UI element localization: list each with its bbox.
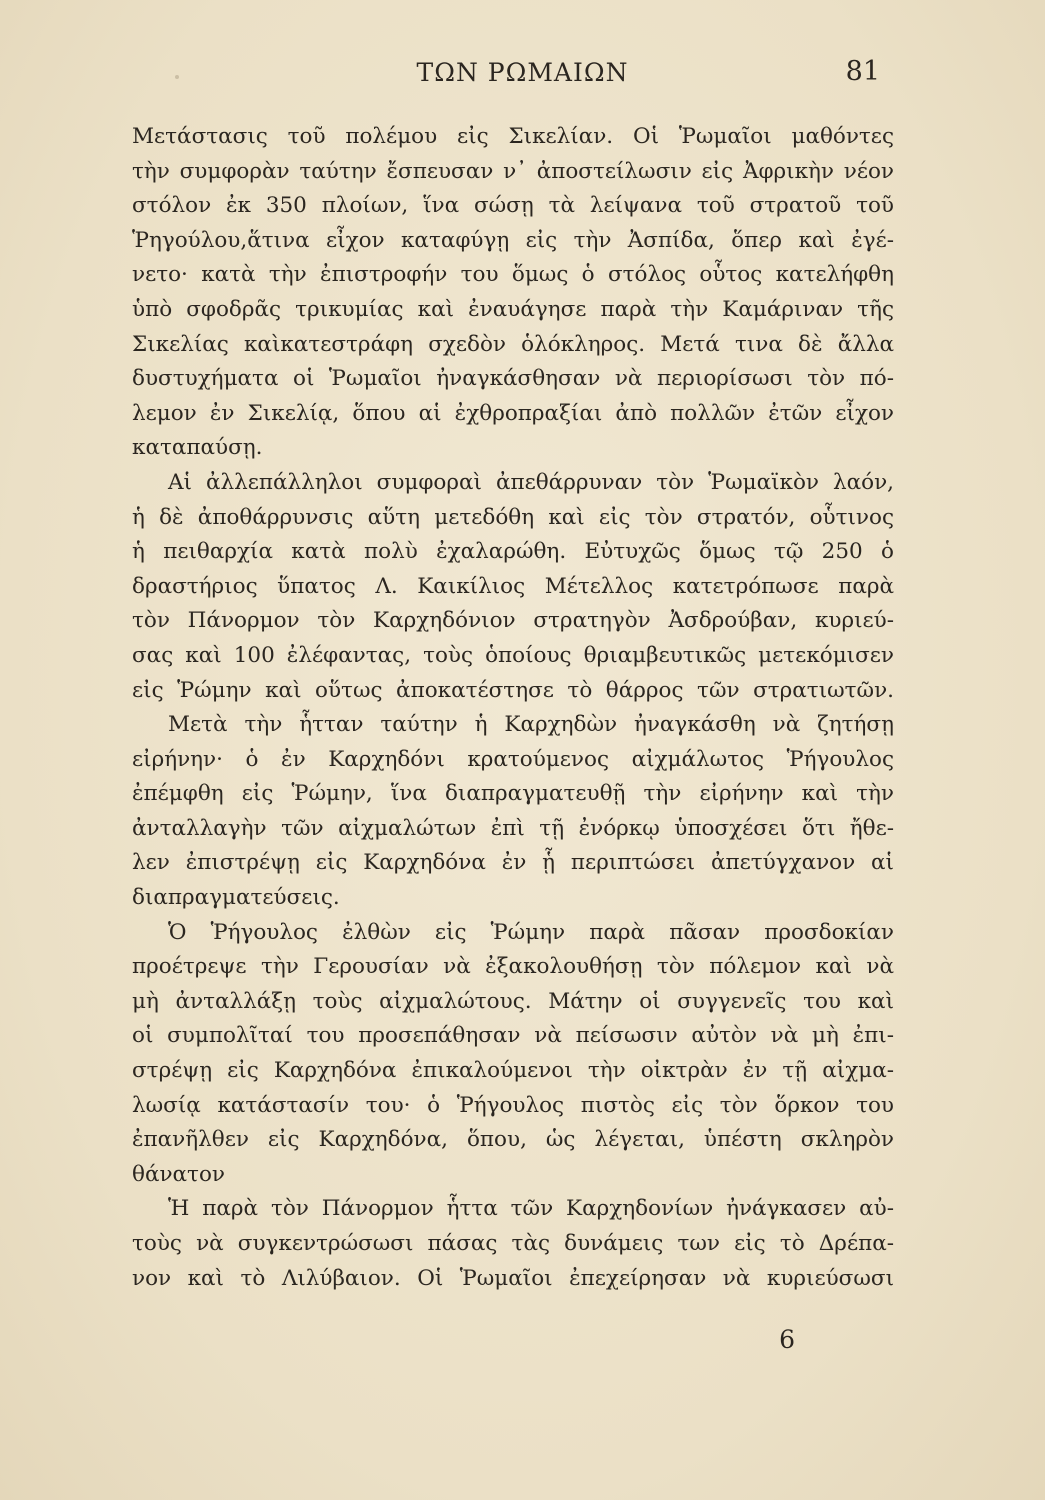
signature-mark: 6: [779, 1325, 795, 1354]
text-line: στόλον ἐκ 350 πλοίων, ἵνα σώσῃ τὰ λείψανα τοῦ στρατοῦ τοῦ: [132, 193, 894, 219]
text-line: ἡ πειθαρχία κατὰ πολὺ ἐχαλαρώθη. Εὐτυχῶς ὅμως τῷ 250 ὁ: [132, 539, 894, 565]
text-line: οἱ συμπολῖταί του προσεπάθησαν νὰ πείσωσιν αὐτὸν νὰ μὴ ἐπι-: [132, 1023, 894, 1049]
text-line: θάνατον: [132, 1161, 225, 1187]
text-line: Αἱ ἀλλεπάλληλοι συμφοραὶ ἀπεθάρρυναν τὸν Ῥωμαϊκὸν λαόν,: [168, 469, 894, 495]
text-line: ἡ δὲ ἀποθάρρυνσις αὕτη μετεδόθη καὶ εἰς τὸν στρατόν, οὗτινος: [132, 504, 894, 530]
text-line: νετο· κατὰ τὴν ἐπιστροφήν του ὅμως ὁ στόλος οὗτος κατελήφθη: [132, 262, 894, 288]
text-line: εἰς Ῥώμην καὶ οὕτως ἀποκατέστησε τὸ θάρρος τῶν στρατιωτῶν.: [132, 677, 894, 703]
text-line: Μετὰ τὴν ἧτταν ταύτην ἡ Καρχηδὼν ἠναγκάσθη νὰ ζητήσῃ: [168, 712, 894, 738]
text-line: Ῥηγούλου,ἅτινα εἶχον καταφύγῃ εἰς τὴν Ἀσπίδα, ὅπερ καὶ ἐγέ-: [132, 227, 894, 253]
text-line: καταπαύσῃ.: [132, 435, 263, 461]
text-line: Σικελίας καὶκατεστράφη σχεδὸν ὁλόκληρος. Μετά τινα δὲ ἄλλα: [132, 331, 894, 357]
text-line: στρέψῃ εἰς Καρχηδόνα ἐπικαλούμενοι τὴν οἰκτρὰν ἐν τῇ αἰχμα-: [132, 1058, 894, 1084]
page-number: 81: [845, 56, 880, 87]
text-line: τὸν Πάνορμον τὸν Καρχηδόνιον στρατηγὸν Ἀσδρούβαν, κυριεύ-: [132, 608, 894, 634]
text-line: ὑπὸ σφοδρᾶς τρικυμίας καὶ ἐναυάγησε παρὰ τὴν Καμάριναν τῆς: [132, 296, 894, 322]
text-line: διαπραγματεύσεις.: [132, 885, 340, 911]
text-line: εἰρήνην· ὁ ἐν Καρχηδόνι κρατούμενος αἰχμάλωτος Ῥήγουλος: [132, 746, 894, 772]
text-line: μὴ ἀνταλλάξῃ τοὺς αἰχμαλώτους. Μάτην οἱ συγγενεῖς του καὶ: [132, 988, 894, 1014]
text-line: Μετάστασις τοῦ πολέμου εἰς Σικελίαν. Οἱ Ῥωμαῖοι μαθόντες: [132, 124, 894, 149]
text-line: προέτρεψε τὴν Γερουσίαν νὰ ἐξακολουθήσῃ τὸν πόλεμον καὶ νὰ: [132, 954, 894, 980]
text-line: δυστυχήματα οἱ Ῥωμαῖοι ἠναγκάσθησαν νὰ περιορίσωσι τὸν πό-: [132, 366, 894, 392]
text-line: ἐπέμφθη εἰς Ῥώμην, ἵνα διαπραγματευθῇ τὴν εἰρήνην καὶ τὴν: [132, 781, 894, 807]
text-line: Ὁ Ῥήγουλος ἐλθὼν εἰς Ῥώμην παρὰ πᾶσαν προσδοκίαν: [168, 919, 894, 945]
text-line: λεν ἐπιστρέψῃ εἰς Καρχηδόνα ἐν ᾗ περιπτώσει ἀπετύγχανον αἱ: [132, 850, 894, 876]
text-line: τοὺς νὰ συγκεντρώσωσι πάσας τὰς δυνάμεις των εἰς τὸ Δρέπα-: [132, 1231, 894, 1256]
text-line: Ἡ παρὰ τὸν Πάνορμον ἧττα τῶν Καρχηδονίων ἠνάγκασεν αὐ-: [168, 1196, 894, 1222]
page-header: [0, 58, 1045, 98]
text-line: λεμον ἐν Σικελίᾳ, ὅπου αἱ ἐχθροπραξίαι ἀπὸ πολλῶν ἐτῶν εἶχον: [132, 400, 894, 426]
running-title: ΤΩΝ ΡΩΜΑΙΩΝ: [416, 58, 629, 87]
text-line: νον καὶ τὸ Λιλύβαιον. Οἱ Ῥωμαῖοι ἐπεχείρησαν νὰ κυριεύσωσι: [132, 1265, 894, 1291]
text-line: ἀνταλλαγὴν τῶν αἰχμαλώτων ἐπὶ τῇ ἐνόρκῳ ὑποσχέσει ὅτι ἤθε-: [132, 815, 894, 841]
text-line: σας καὶ 100 ἐλέφαντας, τοὺς ὁποίους θριαμβευτικῶς μετεκόμισεν: [132, 642, 894, 668]
text-line: τὴν συμφορὰν ταύτην ἔσπευσαν ν᾽ ἀποστείλωσιν εἰς Ἀφρικὴν νέον: [132, 158, 894, 184]
text-line: ἐπανῆλθεν εἰς Καρχηδόνα, ὅπου, ὡς λέγεται, ὑπέστη σκληρὸν: [132, 1127, 894, 1153]
text-line: λωσίᾳ κατάστασίν του· ὁ Ῥήγουλος πιστὸς εἰς τὸν ὅρκον του: [132, 1092, 894, 1118]
text-line: δραστήριος ὕπατος Λ. Καικίλιος Μέτελλος κατετρόπωσε παρὰ: [132, 573, 894, 599]
body-text: [132, 120, 894, 1296]
